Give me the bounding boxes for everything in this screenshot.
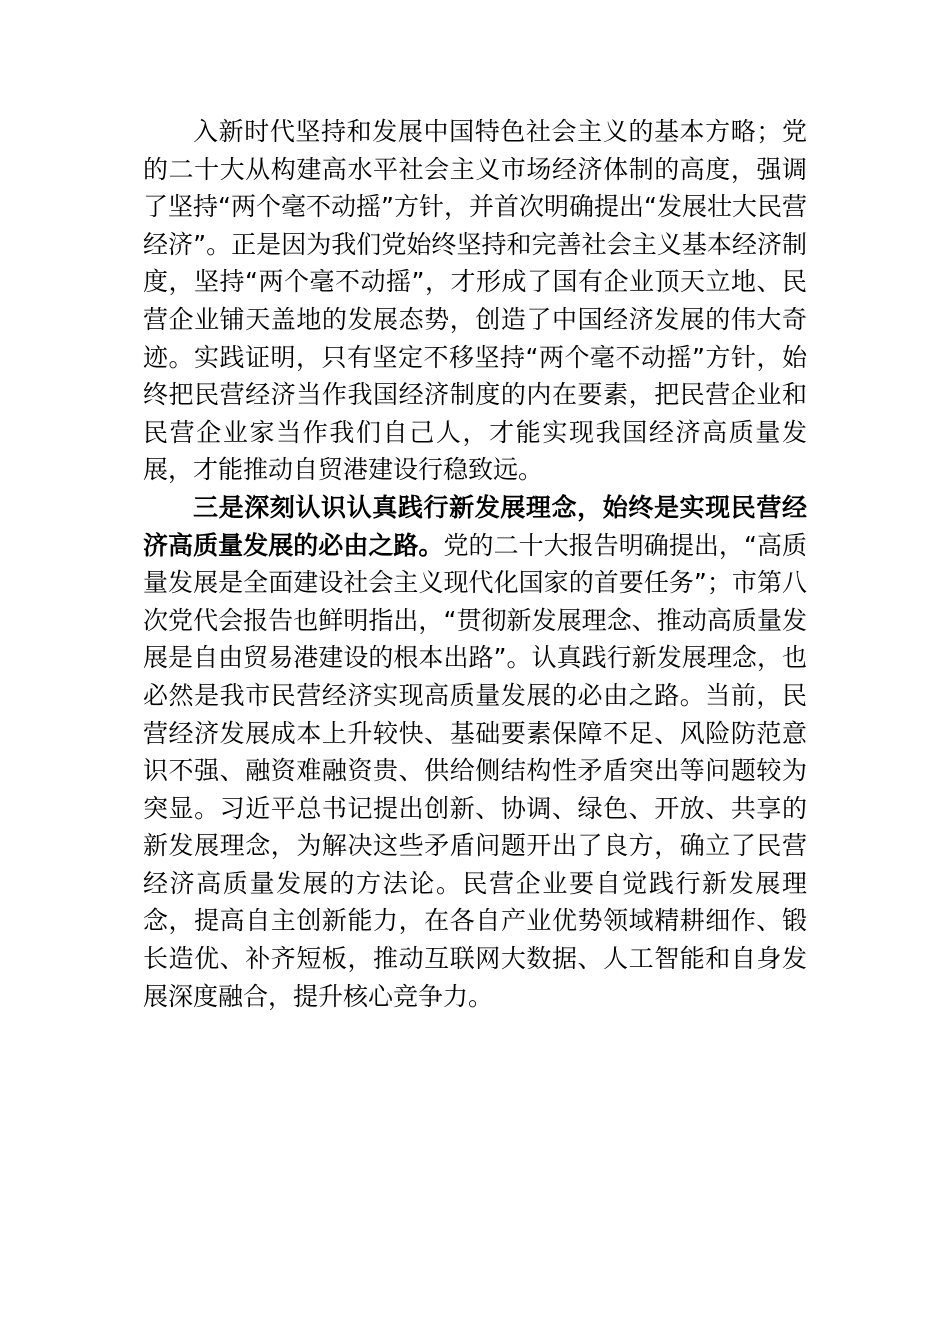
paragraph-2-text: 党的二十大报告明确提出，“高质量发展是全面建设社会主义现代化国家的首要任务”；市第八次党代会报告也鲜明指出，“贯彻新发展理念、推动高质量发展是自由贸易港建设的根本出路”。认真践行新发展理念，也必然是我市民营经济实现高质量发展的必由之路。当前，民营经济发展成本上升较快、基础要素保障不足、风险防范意识不强、融资难融资贵、供给侧结构性矛盾突出等问题较为突显。习近平总书记提出创新、协调、绿色、开放、共享的新发展理念，为解决这些矛盾问题开出了良方，确立了民营经济高质量发展的方法论。民营企业要自觉践行新发展理念，提高自主创新能力，在各自产业优势领域精耕细作、锻长造优、补齐短板，推动互联网大数据、人工智能和自身发展深度融合，提升核心竞争力。: [143, 530, 807, 1011]
paragraph-1-text: 入新时代坚持和发展中国特色社会主义的基本方略；党的二十大从构建高水平社会主义市场经济体制的高度，强调了坚持“两个毫不动摇”方针，并首次明确提出“发展壮大民营经济”。正是因为我们党始终坚持和完善社会主义基本经济制度，坚持“两个毫不动摇”，才形成了国有企业顶天立地、民营企业铺天盖地的发展态势，创造了中国经济发展的伟大奇迹。实践证明，只有坚定不移坚持“两个毫不动摇”方针，始终把民营经济当作我国经济制度的内在要素，把民营企业和民营企业家当作我们自己人，才能实现我国经济高质量发展，才能推动自贸港建设行稳致远。: [143, 117, 807, 485]
paragraph-2-heading: 三是深刻认识认真践行新发展理念，始终是实现民营经济高质量发展的必由之路。: [143, 492, 807, 560]
paragraph-1: [143, 113, 807, 489]
document-body: [143, 113, 807, 1015]
paragraph-2: [143, 489, 807, 1015]
